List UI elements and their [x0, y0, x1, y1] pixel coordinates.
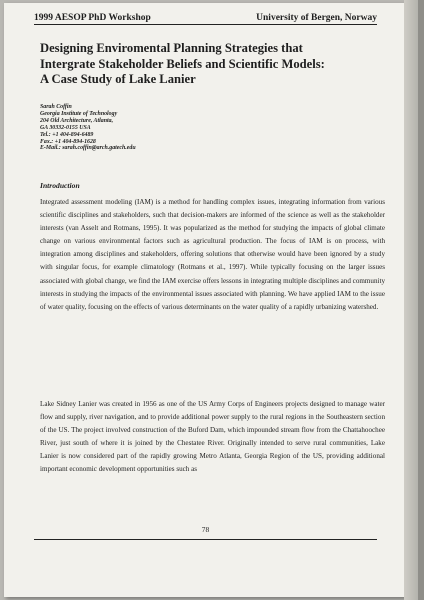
running-header — [34, 13, 377, 25]
title-line: Intergrate Stakeholder Beliefs and Scientific Models: — [40, 56, 325, 71]
header-conference: 1999 AESOP PhD Workshop — [34, 13, 151, 23]
author-block — [40, 104, 240, 152]
body-paragraph: Lake Sidney Lanier was created in 1956 as one of the US Army Corps of Engineers projects designed to manage water flow and supply, river navigation, and to provide additional power supply to the rural regions in the Southeastern section of the US. The project involved construction of the Buford Dam, which impounded stream flow from the Chattahoochee River, just south of where it is joined by the Chestatee River. Originally intended to serve rural communities, Lake Lanier is now considered part of the rapidly growing Metro Atlanta, Georgia Region of the US, providing additional important economic development opportunities such as — [40, 400, 385, 474]
author-address-line: 204 Old Architecture, Atlanta, — [40, 117, 114, 124]
footer-rule — [34, 539, 377, 540]
title-line: Designing Enviromental Planning Strategies that — [40, 41, 303, 55]
title-line: A Case Study of Lake Lanier — [40, 72, 196, 86]
section-heading-introduction: Introduction — [40, 181, 80, 190]
author-name: Sarah Coffin — [40, 104, 72, 110]
scan-shadow — [418, 0, 424, 600]
body-paragraph: Integrated assessment modeling (IAM) is a method for handling complex issues, integrating information from various scientific disciplines and stakeholders, such that decision-makers are informed of the science as well as the stakeholder interests (van Asselt and Rotmans, 1995). It was popularized as the method for studying the impacts of global climate change on various environmental factors such as agricultural production. The focus of IAM is on process, with integration among disciplines and stakeholders, offering solutions that otherwise would have been ignored by a study with singular focus, for example climatology (Rotmans et al., 1997). While typically focusing on the larger issues associated with global change, we find the IAM exercise offers lessons in integrating multiple disciplines and community interests in studying the impacts of the environmental issues associated with planning. We have applied IAM to the issue of water quality, focusing on the effects of various determinants on the water quality of a rapidly urbanizing watershed. — [40, 198, 385, 311]
author-email: E-Mail.: sarah.coffin@arch.gatech.edu — [40, 145, 136, 152]
page-number: 78 — [201, 525, 210, 534]
author-institution: Georgia Institute of Technology — [40, 110, 118, 117]
document-page — [4, 3, 407, 597]
author-telephone: Tel.: +1 404-894-6489 — [40, 131, 94, 138]
header-location: University of Bergen, Norway — [256, 13, 377, 23]
author-address-line: GA 30332-0155 USA — [40, 124, 91, 131]
paper-title — [40, 41, 380, 88]
author-fax: Fax.: +1 404-894-1628 — [40, 138, 96, 145]
